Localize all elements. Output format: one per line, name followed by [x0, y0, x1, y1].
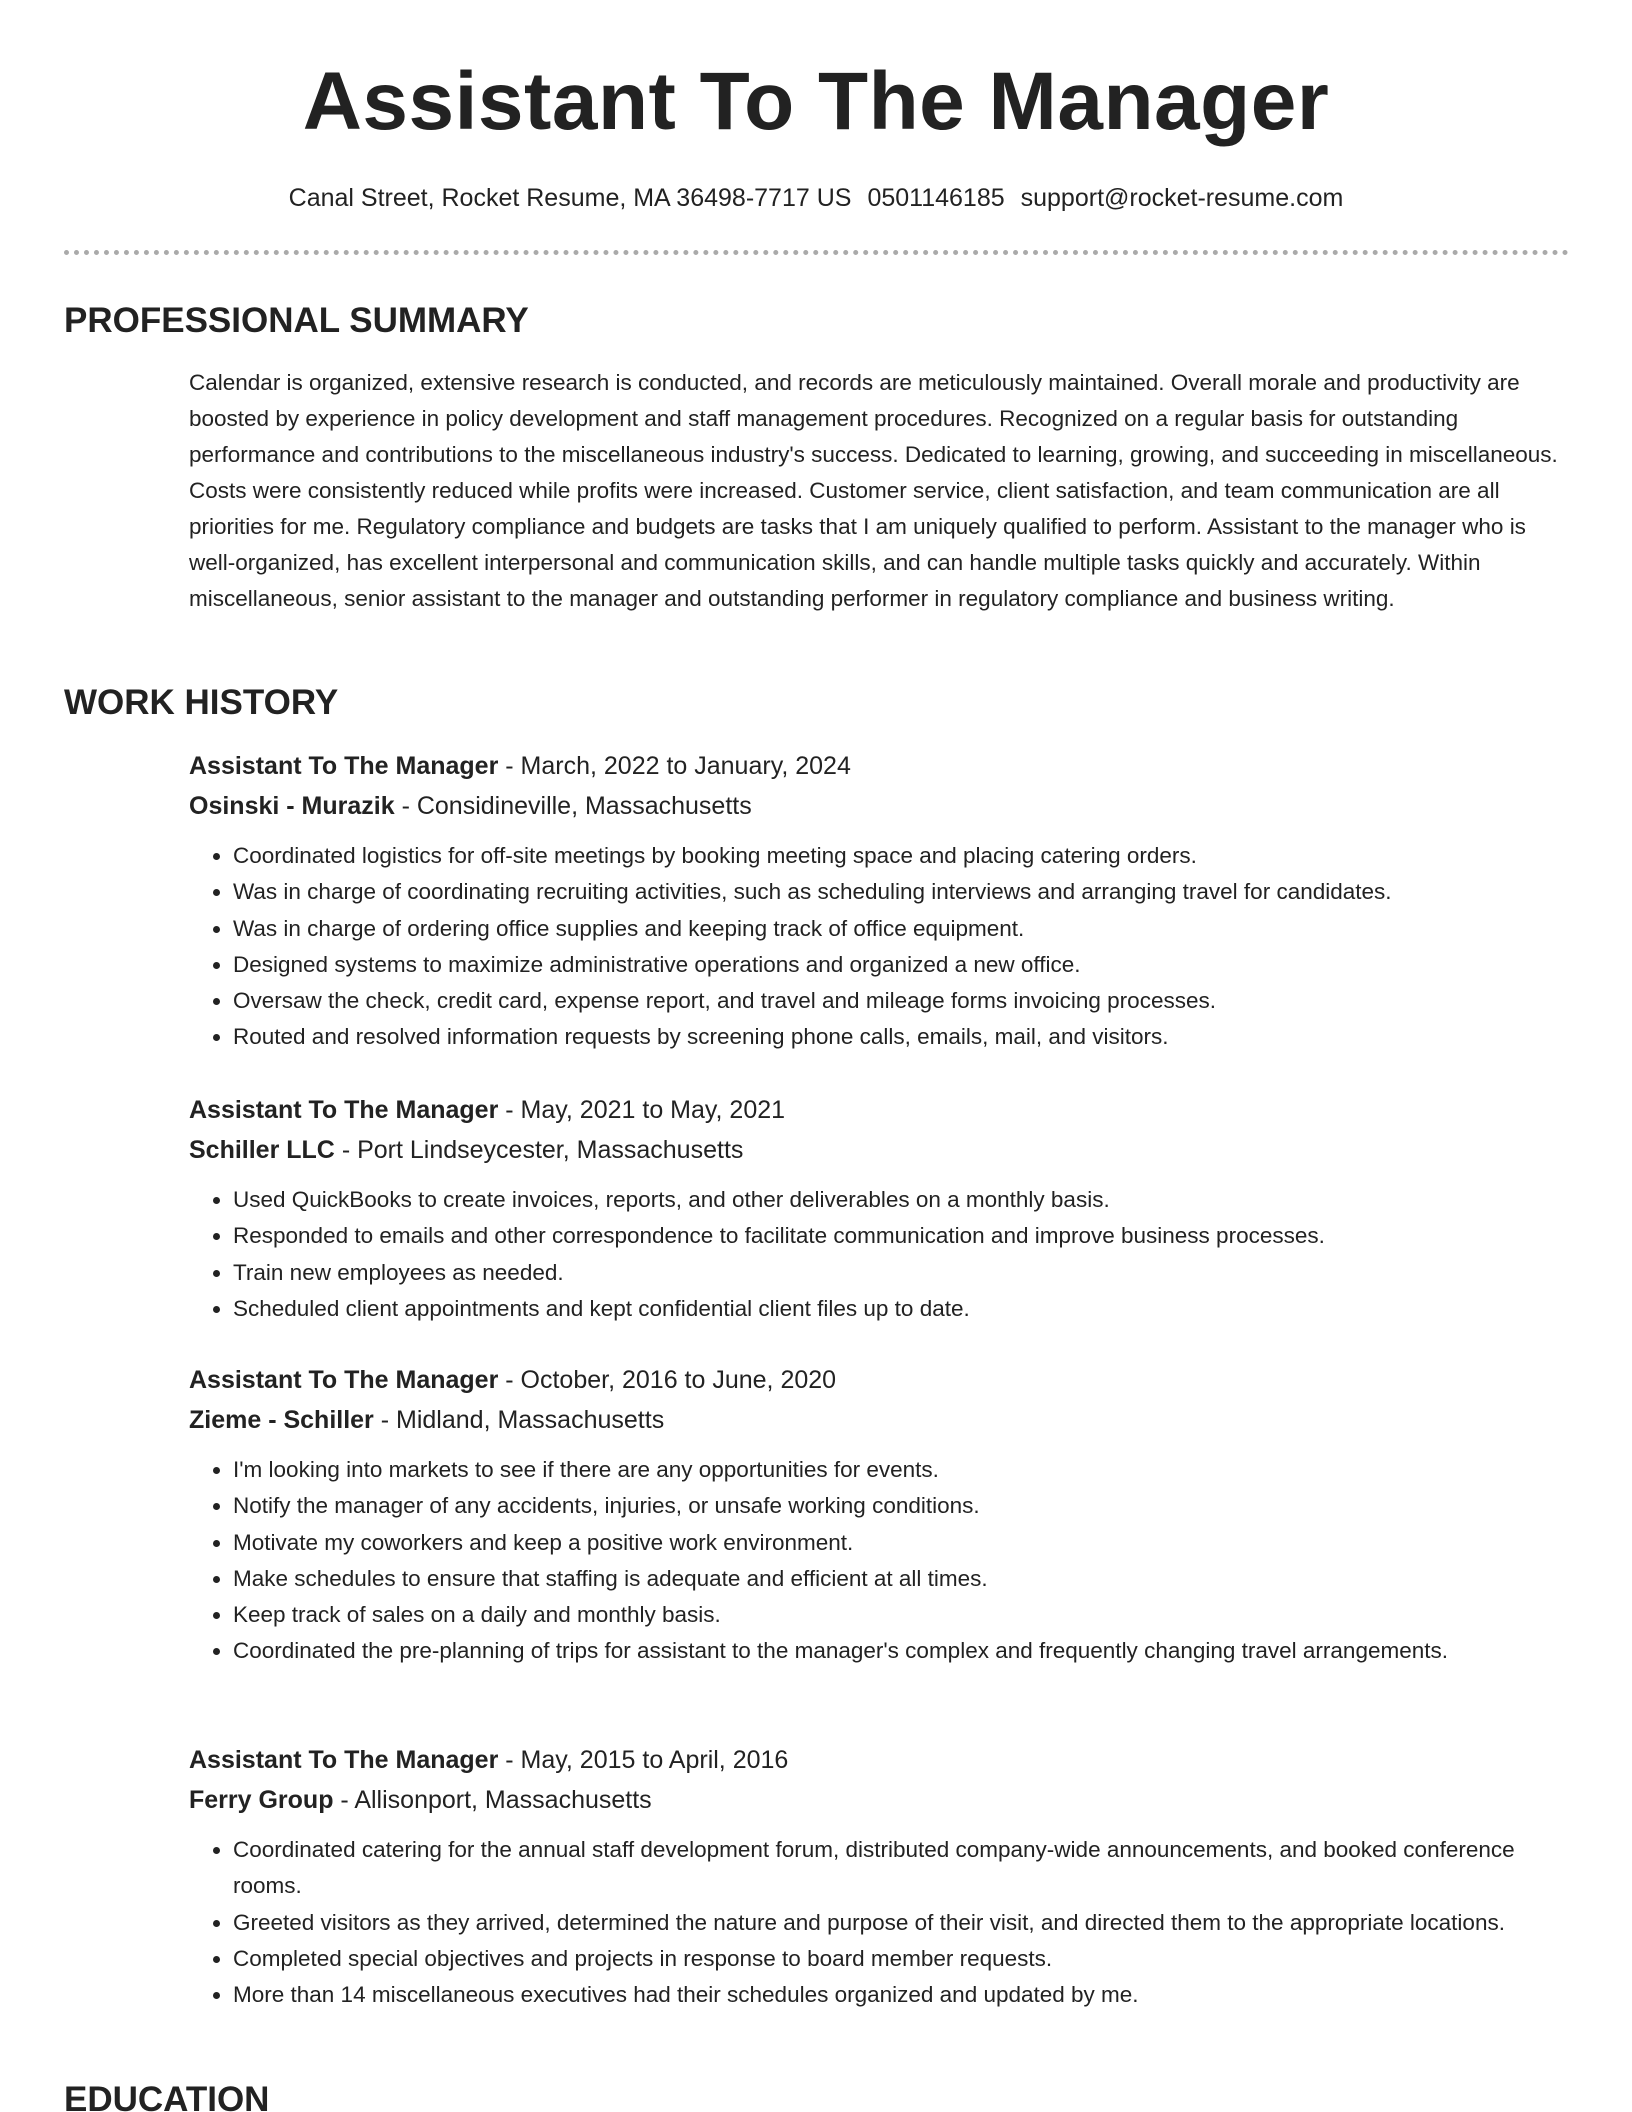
job-location: - Allisonport, Massachusetts	[333, 1786, 652, 1814]
section-title-work-history: WORK HISTORY	[64, 683, 339, 722]
job-bullet: • Completed special objectives and projects in response to board member requests.	[233, 1941, 1569, 1977]
job-role: Assistant To The Manager	[189, 1746, 499, 1774]
job-entry	[189, 746, 1569, 1056]
job-bullet: • Coordinated catering for the annual staff development forum, distributed company-wide announcements, and booked conference rooms.	[233, 1832, 1569, 1905]
job-entry	[189, 1360, 1569, 1670]
job-location: - Considineville, Massachusetts	[394, 792, 752, 820]
job-bullet: • Routed and resolved information requests by screening phone calls, emails, mail, and visitors.	[233, 1019, 1569, 1055]
job-bullet: • Designed systems to maximize administrative operations and organized a new office.	[233, 947, 1569, 983]
header-divider	[64, 250, 1569, 255]
job-bullet: • Coordinated logistics for off-site meetings by booking meeting space and placing catering orders.	[233, 838, 1569, 874]
job-role-line	[189, 1090, 1569, 1130]
contact-email[interactable]: support@rocket-resume.com	[1020, 184, 1344, 212]
job-bullet: • Was in charge of coordinating recruiting activities, such as scheduling interviews and arranging travel for candidates.	[233, 874, 1569, 910]
job-location: - Midland, Massachusetts	[373, 1406, 665, 1434]
job-company-line	[189, 1400, 1569, 1440]
job-bullet: • Make schedules to ensure that staffing is adequate and efficient at all times.	[233, 1561, 1569, 1597]
section-title-summary: PROFESSIONAL SUMMARY	[64, 301, 529, 340]
job-bullets	[189, 838, 1569, 1056]
job-dates: - October, 2016 to June, 2020	[498, 1366, 837, 1394]
job-bullet: • Was in charge of ordering office supplies and keeping track of office equipment.	[233, 911, 1569, 947]
job-company-line	[189, 1780, 1569, 1820]
job-role: Assistant To The Manager	[189, 752, 499, 780]
job-bullet: • Keep track of sales on a daily and monthly basis.	[233, 1597, 1569, 1633]
contact-address: Canal Street, Rocket Resume, MA 36498-7717 US	[288, 184, 852, 212]
job-company: Ferry Group	[189, 1786, 334, 1814]
resume-name: Assistant To The Manager	[302, 56, 1330, 147]
job-role-line	[189, 1360, 1569, 1400]
job-company-line	[189, 786, 1569, 826]
job-dates: - May, 2015 to April, 2016	[498, 1746, 789, 1774]
job-company: Schiller LLC	[189, 1136, 335, 1164]
job-role-line	[189, 746, 1569, 786]
job-bullets	[189, 1452, 1569, 1670]
job-bullet: • Scheduled client appointments and kept confidential client files up to date.	[233, 1291, 1569, 1327]
job-bullet: • More than 14 miscellaneous executives had their schedules organized and updated by me.	[233, 1977, 1569, 2013]
job-bullet: • Used QuickBooks to create invoices, reports, and other deliverables on a monthly basis.	[233, 1182, 1569, 1218]
job-bullets	[189, 1832, 1569, 2013]
job-entry	[189, 1740, 1569, 2013]
job-company-line	[189, 1130, 1569, 1170]
job-bullet: • Responded to emails and other correspondence to facilitate communication and improve business processes.	[233, 1218, 1569, 1254]
section-title-education: EDUCATION	[64, 2080, 270, 2112]
job-role: Assistant To The Manager	[189, 1096, 499, 1124]
summary-text: Calendar is organized, extensive research is conducted, and records are meticulously maintained. Overall morale and productivity are boosted by experience in policy development and staff management procedures. Recognized on a regular basis for outstanding performance and contributions to the miscellaneous industry's success. Dedicated to learning, growing, and succeeding in miscellaneous. Costs were consistently reduced while profits were increased. Customer service, client satisfaction, and team communication are all priorities for me. Regulatory compliance and budgets are tasks that I am uniquely qualified to perform. Assistant to the manager who is well-organized, has excellent interpersonal and communication skills, and can handle multiple tasks quickly and accurately. Within miscellaneous, senior assistant to the manager and outstanding performer in regulatory compliance and business writing.	[189, 370, 1558, 611]
job-dates: - March, 2022 to January, 2024	[498, 752, 851, 780]
job-bullet: • I'm looking into markets to see if there are any opportunities for events.	[233, 1452, 1569, 1488]
job-bullet: • Greeted visitors as they arrived, determined the nature and purpose of their visit, and directed them to the appropriate locations.	[233, 1905, 1569, 1941]
job-entry	[189, 1090, 1569, 1327]
job-dates: - May, 2021 to May, 2021	[498, 1096, 786, 1124]
job-bullet: • Motivate my coworkers and keep a positive work environment.	[233, 1525, 1569, 1561]
job-bullet: • Notify the manager of any accidents, injuries, or unsafe working conditions.	[233, 1488, 1569, 1524]
contact-line	[0, 181, 1632, 215]
job-bullet: • Oversaw the check, credit card, expense report, and travel and mileage forms invoicing processes.	[233, 983, 1569, 1019]
job-company: Zieme - Schiller	[189, 1406, 374, 1434]
job-role: Assistant To The Manager	[189, 1366, 499, 1394]
contact-phone: 0501146185	[867, 184, 1005, 212]
job-location: - Port Lindseycester, Massachusetts	[334, 1136, 744, 1164]
job-company: Osinski - Murazik	[189, 792, 395, 820]
job-bullets	[189, 1182, 1569, 1327]
job-bullet: • Train new employees as needed.	[233, 1255, 1569, 1291]
job-role-line	[189, 1740, 1569, 1780]
job-bullet: • Coordinated the pre-planning of trips for assistant to the manager's complex and frequently changing travel arrangements.	[233, 1633, 1569, 1669]
